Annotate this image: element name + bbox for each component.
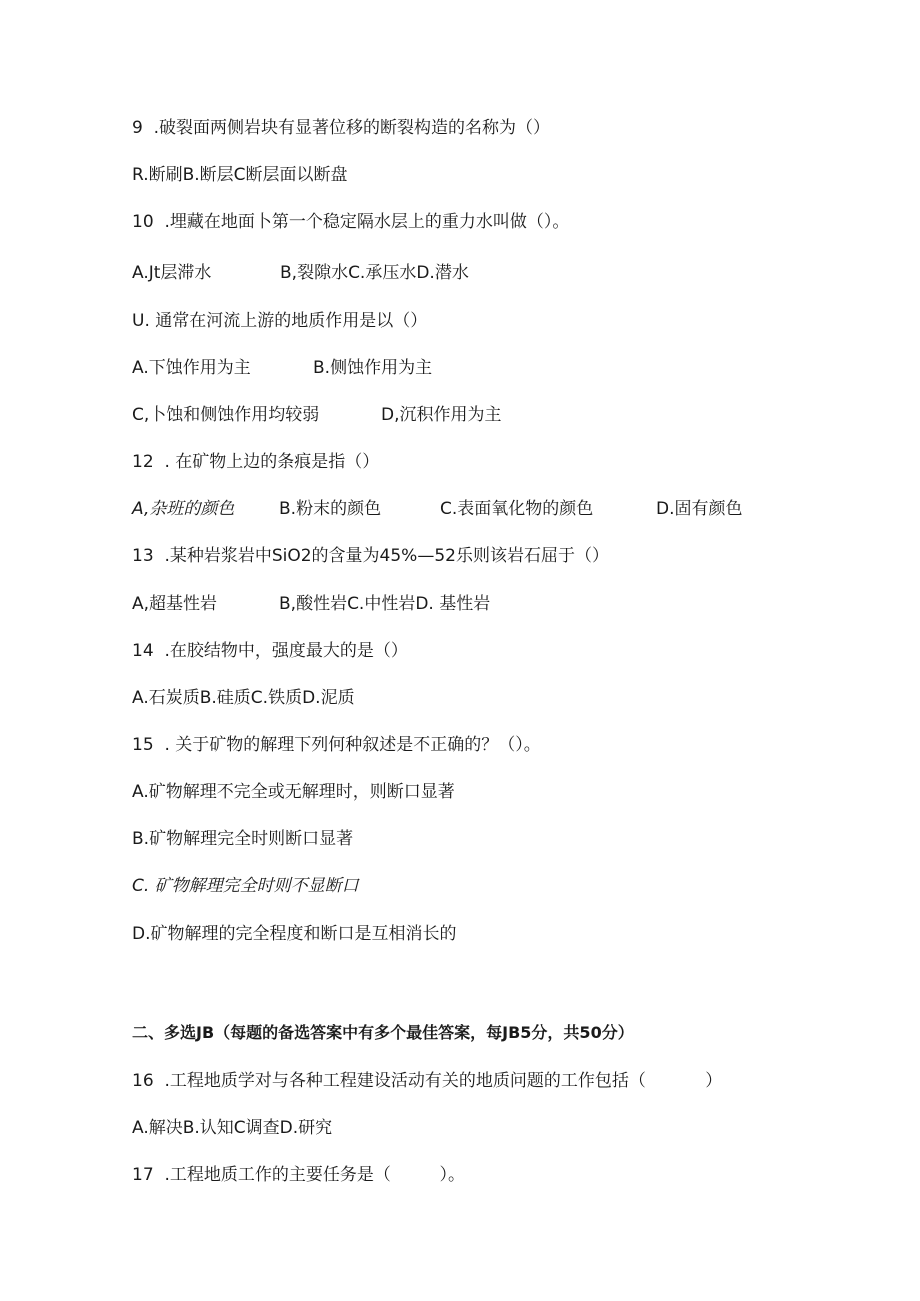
option-c: C.表面氧化物的颜色	[440, 499, 594, 519]
options-b-d: B,裂隙水C.承压水D.潜水	[280, 263, 469, 283]
question-10: 10 .埋藏在地面卜第一个稳定隔水层上的重力水叫做（）。	[132, 212, 570, 232]
option-a: A.下蚀作用为主	[132, 358, 251, 378]
question-12: 12 . 在矿物上边的条痕是指（）	[132, 452, 380, 472]
question-16-options: A.解决B.认知C调查D.研究	[132, 1118, 333, 1138]
option-c: C,卜蚀和侧蚀作用均较弱	[132, 405, 320, 425]
option-a: A.Jt层滞水	[132, 263, 212, 283]
question-9-options: R.断刷B.断层C断层面以断盘	[132, 165, 348, 185]
question-15-option-d: D.矿物解理的完全程度和断口是互相消长的	[132, 924, 457, 944]
question-16: 16 .工程地质学对与各种工程建设活动有关的地质问题的工作包括（ ）	[132, 1071, 723, 1091]
option-d: D,沉积作用为主	[381, 405, 502, 425]
question-17: 17 .工程地质工作的主要任务是（ ）。	[132, 1165, 465, 1185]
question-11: U. 通常在河流上游的地质作用是以（）	[132, 311, 428, 331]
option-a: A,超基性岩	[132, 594, 218, 614]
question-9: 9 .破裂面两侧岩块有显著位移的断裂构造的名称为（）	[132, 118, 551, 138]
question-15: 15 . 关于矿物的解理下列何种叙述是不正确的？（）。	[132, 735, 541, 755]
options-b-d: B,酸性岩C.中性岩D. 基性岩	[279, 594, 491, 614]
question-15-option-c: C. 矿物解理完全时则不显断口	[132, 876, 359, 896]
option-b: B.粉末的颜色	[279, 499, 382, 519]
question-15-option-a: A.矿物解理不完全或无解理时，则断口显著	[132, 782, 455, 802]
section-heading: 二、多选JB（每题的备选答案中有多个最佳答案，每JB5分，共50分）	[132, 1023, 634, 1042]
option-a: A,杂班的颜色	[132, 499, 235, 519]
option-d: D.固有颜色	[656, 499, 743, 519]
question-14-options: A.石炭质B.硅质C.铁质D.泥质	[132, 688, 355, 708]
question-13: 13 .某种岩浆岩中SiO2的含量为45%—52乐则该岩石屈于（）	[132, 546, 609, 566]
option-b: B.侧蚀作用为主	[313, 358, 433, 378]
question-14: 14 .在胶结物中，强度最大的是（）	[132, 641, 408, 661]
question-15-option-b: B.矿物解理完全时则断口显著	[132, 829, 354, 849]
